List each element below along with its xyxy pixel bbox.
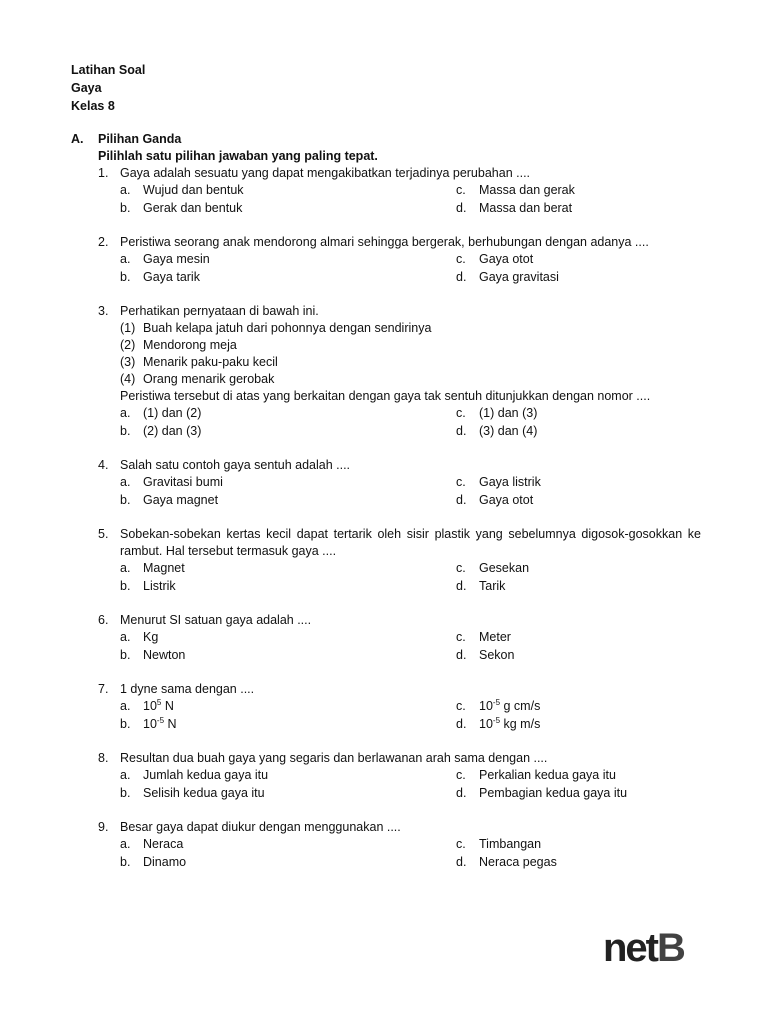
option-text: [479, 836, 541, 854]
option-text: [143, 836, 183, 854]
question-stem: [98, 165, 701, 182]
question-body: [120, 612, 701, 629]
question-body: [120, 165, 701, 182]
option-d: [456, 200, 701, 218]
option-d: [456, 647, 701, 665]
option-text: [143, 785, 265, 803]
option-c: [456, 767, 701, 785]
option-text-base: 10: [479, 699, 493, 713]
question-text: Perhatikan pernyataan di bawah ini.: [120, 304, 319, 318]
question-stem: [98, 457, 701, 474]
question-number: 4.: [98, 458, 109, 472]
option-text: [479, 854, 557, 872]
question-text: Resultan dua buah gaya yang segaris dan berlawanan arah sama dengan ....: [120, 751, 548, 765]
option-letter: d.: [456, 578, 467, 593]
option-letter: a.: [120, 475, 131, 489]
option-text: [143, 560, 185, 578]
question-text: Gaya adalah sesuatu yang dapat mengakibatkan terjadinya perubahan ....: [120, 166, 531, 180]
option-d: [456, 854, 701, 872]
option-d: [456, 269, 701, 287]
question-5: [98, 526, 701, 595]
option-text: [143, 767, 268, 785]
option-c: [456, 629, 701, 647]
option-b: [120, 200, 456, 218]
answer-options: [120, 474, 701, 509]
option-text: [143, 629, 158, 647]
answer-options: [120, 560, 701, 595]
option-text-base: Wujud dan bentuk: [143, 183, 244, 197]
option-text-base: (1) dan (2): [143, 406, 202, 420]
option-letter: c.: [456, 768, 466, 782]
option-text: [143, 405, 201, 423]
option-a: [120, 698, 456, 716]
option-letter: d.: [456, 423, 467, 438]
option-letter: b.: [120, 785, 131, 800]
option-text-base: Gesekan: [479, 561, 530, 575]
question-2: [98, 234, 701, 286]
option-letter: a.: [120, 561, 131, 575]
statement-number: (4): [120, 372, 136, 386]
option-text: [143, 578, 176, 596]
option-b: [120, 647, 456, 665]
question-7: [98, 681, 701, 733]
section-multiple-choice: [71, 131, 701, 888]
option-unit: g cm/s: [500, 699, 541, 713]
option-letter: d.: [456, 200, 467, 215]
option-letter: c.: [456, 630, 466, 644]
option-a: [120, 560, 456, 578]
question-stem: [98, 819, 701, 836]
option-letter: c.: [456, 252, 466, 266]
answer-options: [120, 698, 701, 733]
option-text-base: Gerak dan bentuk: [143, 200, 243, 215]
answer-options: [120, 182, 701, 217]
section-title: Pilihan Ganda: [98, 132, 182, 146]
option-letter: d.: [456, 716, 467, 731]
option-text-base: 10: [479, 716, 493, 731]
option-letter: a.: [120, 406, 131, 420]
statement-item: [120, 337, 701, 354]
option-text-base: Gaya otot: [479, 492, 534, 507]
option-text-base: Jumlah kedua gaya itu: [143, 768, 269, 782]
option-letter: a.: [120, 252, 131, 266]
option-letter: c.: [456, 837, 466, 851]
option-c: [456, 836, 701, 854]
option-d: [456, 492, 701, 510]
option-c: [456, 405, 701, 423]
option-text-base: Perkalian kedua gaya itu: [479, 768, 616, 782]
answer-options: [120, 405, 701, 440]
option-text: [143, 492, 218, 510]
option-letter: b.: [120, 647, 131, 662]
option-letter: c.: [456, 561, 466, 575]
header-title: Latihan Soal: [71, 63, 146, 77]
option-letter: b.: [120, 854, 131, 869]
question-number: 6.: [98, 613, 109, 627]
option-text: [479, 560, 529, 578]
option-letter: b.: [120, 269, 131, 284]
option-b: [120, 716, 456, 734]
option-text: [143, 698, 174, 716]
section-heading: [71, 131, 701, 148]
question-number: 2.: [98, 235, 109, 249]
option-b: [120, 423, 456, 441]
question-text: Besar gaya dapat diukur dengan menggunakan ....: [120, 820, 401, 834]
option-text-base: Massa dan gerak: [479, 183, 575, 197]
option-text-base: 10: [143, 699, 157, 713]
option-b: [120, 578, 456, 596]
option-text: [143, 474, 223, 492]
question-number: 8.: [98, 751, 109, 765]
option-b: [120, 269, 456, 287]
option-text: [479, 405, 537, 423]
option-c: [456, 698, 701, 716]
option-text: [479, 492, 533, 510]
question-text: Salah satu contoh gaya sentuh adalah ....: [120, 458, 351, 472]
option-letter: d.: [456, 269, 467, 284]
option-unit: kg m/s: [500, 716, 541, 731]
answer-options: [120, 629, 701, 664]
option-text: [479, 578, 505, 596]
option-text-base: Gaya tarik: [143, 269, 200, 284]
option-a: [120, 474, 456, 492]
question-text-continued: Peristiwa tersebut di atas yang berkaitan dengan gaya tak sentuh ditunjukkan dengan nomor ....: [120, 389, 651, 403]
question-body: [120, 819, 701, 836]
option-letter: c.: [456, 475, 466, 489]
option-letter: b.: [120, 200, 131, 215]
option-letter: a.: [120, 768, 131, 782]
statement-text: Menarik paku-paku kecil: [143, 355, 278, 369]
question-body: [120, 303, 701, 405]
question-body: [120, 750, 701, 767]
option-text: [479, 182, 575, 200]
option-text: [479, 629, 511, 647]
question-stem: [98, 526, 701, 560]
question-stem: [98, 750, 701, 767]
question-stem: [98, 681, 701, 698]
option-exponent: 5: [156, 697, 162, 707]
question-text: 1 dyne sama dengan ....: [120, 682, 255, 696]
option-text-base: Magnet: [143, 561, 185, 575]
question-text: Peristiwa seorang anak mendorong almari sehingga bergerak, berhubungan dengan adanya ....: [120, 235, 649, 249]
question-body: [120, 681, 701, 698]
option-text-base: Gaya gravitasi: [479, 269, 559, 284]
option-c: [456, 560, 701, 578]
answer-options: [120, 251, 701, 286]
option-letter: d.: [456, 492, 467, 507]
question-list: [71, 165, 701, 871]
option-text-base: (3) dan (4): [479, 423, 538, 438]
option-a: [120, 836, 456, 854]
option-text-base: Selisih kedua gaya itu: [143, 785, 265, 800]
question-body: [120, 234, 701, 251]
option-text-base: (2) dan (3): [143, 423, 202, 438]
option-letter: b.: [120, 423, 131, 438]
option-letter: b.: [120, 578, 131, 593]
statement-text: Orang menarik gerobak: [143, 372, 275, 386]
option-letter: a.: [120, 183, 131, 197]
option-text-base: Gaya magnet: [143, 492, 219, 507]
option-exponent: -5: [156, 715, 165, 725]
statement-number: (3): [120, 355, 136, 369]
option-unit: N: [164, 716, 177, 731]
document-header: [71, 61, 145, 115]
option-letter: b.: [120, 492, 131, 507]
option-text-base: Pembagian kedua gaya itu: [479, 785, 628, 800]
option-text: [143, 251, 210, 269]
option-letter: c.: [456, 699, 466, 713]
question-text: Menurut SI satuan gaya adalah ....: [120, 613, 312, 627]
option-text-base: Gaya otot: [479, 252, 534, 266]
option-unit: N: [161, 699, 174, 713]
answer-options: [120, 767, 701, 802]
statement-number: (2): [120, 338, 136, 352]
option-text-base: Dinamo: [143, 854, 187, 869]
option-text-base: Tarik: [479, 578, 506, 593]
option-d: [456, 716, 701, 734]
question-1: [98, 165, 701, 217]
option-text-base: Timbangan: [479, 837, 542, 851]
option-letter: a.: [120, 630, 131, 644]
option-c: [456, 182, 701, 200]
option-text: [479, 269, 559, 287]
option-text: [143, 423, 201, 441]
option-text: [479, 200, 572, 218]
question-stem: [98, 612, 701, 629]
option-letter: d.: [456, 854, 467, 869]
option-text-base: Listrik: [143, 578, 176, 593]
option-d: [456, 785, 701, 803]
netb-logo: [603, 924, 684, 972]
option-text: [479, 251, 533, 269]
option-text-base: (1) dan (3): [479, 406, 538, 420]
statement-item: [120, 320, 701, 337]
answer-options: [120, 836, 701, 871]
option-text-base: Massa dan berat: [479, 200, 573, 215]
statement-text: Buah kelapa jatuh dari pohonnya dengan sendirinya: [143, 321, 432, 335]
option-text: [143, 854, 186, 872]
option-text: [479, 647, 514, 665]
question-number: 5.: [98, 527, 109, 541]
option-b: [120, 785, 456, 803]
header-grade: Kelas 8: [71, 99, 115, 113]
option-text-base: Neraca: [143, 837, 184, 851]
option-c: [456, 251, 701, 269]
option-c: [456, 474, 701, 492]
option-letter: b.: [120, 716, 131, 731]
question-body: [120, 526, 701, 560]
question-number: 7.: [98, 682, 109, 696]
question-3: [98, 303, 701, 440]
question-6: [98, 612, 701, 664]
option-text: [479, 474, 541, 492]
logo-text-b: B: [657, 926, 684, 970]
option-text: [479, 698, 540, 716]
option-letter: c.: [456, 406, 466, 420]
option-text: [479, 785, 627, 803]
question-number: 9.: [98, 820, 109, 834]
statement-item: [120, 354, 701, 371]
question-stem: [98, 234, 701, 251]
statement-item: [120, 371, 701, 388]
option-letter: c.: [456, 183, 466, 197]
option-text-base: Neraca pegas: [479, 854, 557, 869]
option-text: [143, 716, 177, 734]
option-letter: a.: [120, 837, 131, 851]
option-b: [120, 854, 456, 872]
question-number: 3.: [98, 304, 109, 318]
question-stem: [98, 303, 701, 405]
question-text: Sobekan-sobekan kertas kecil dapat tertarik oleh sisir plastik yang sebelumnya digosok-gosokkan ke rambut. Hal tersebut termasuk gaya ....: [120, 527, 701, 558]
option-a: [120, 629, 456, 647]
section-instruction: Pilihlah satu pilihan jawaban yang paling tepat.: [98, 149, 378, 163]
question-9: [98, 819, 701, 871]
option-text-base: Sekon: [479, 647, 515, 662]
question-4: [98, 457, 701, 509]
option-text-base: 10: [143, 716, 157, 731]
question-body: [120, 457, 701, 474]
option-text-base: Gravitasi bumi: [143, 475, 223, 489]
question-8: [98, 750, 701, 802]
option-text: [143, 647, 185, 665]
option-text-base: Newton: [143, 647, 186, 662]
header-topic: Gaya: [71, 81, 102, 95]
option-d: [456, 578, 701, 596]
option-exponent: -5: [492, 697, 501, 707]
option-text-base: Meter: [479, 630, 511, 644]
option-a: [120, 405, 456, 423]
option-text: [143, 269, 200, 287]
option-exponent: -5: [492, 715, 501, 725]
option-text-base: Kg: [143, 630, 159, 644]
option-a: [120, 251, 456, 269]
option-letter: d.: [456, 785, 467, 800]
logo-text-net: net: [603, 926, 657, 970]
statement-text: Mendorong meja: [143, 338, 237, 352]
option-d: [456, 423, 701, 441]
option-text: [479, 767, 616, 785]
section-letter: A.: [71, 132, 84, 146]
option-a: [120, 182, 456, 200]
option-text-base: Gaya listrik: [479, 475, 541, 489]
option-letter: d.: [456, 647, 467, 662]
option-a: [120, 767, 456, 785]
option-text: [479, 423, 537, 441]
option-text-base: Gaya mesin: [143, 252, 210, 266]
option-text: [479, 716, 540, 734]
option-letter: a.: [120, 699, 131, 713]
statement-number: (1): [120, 321, 136, 335]
question-number: 1.: [98, 166, 109, 180]
option-b: [120, 492, 456, 510]
option-text: [143, 200, 242, 218]
option-text: [143, 182, 244, 200]
